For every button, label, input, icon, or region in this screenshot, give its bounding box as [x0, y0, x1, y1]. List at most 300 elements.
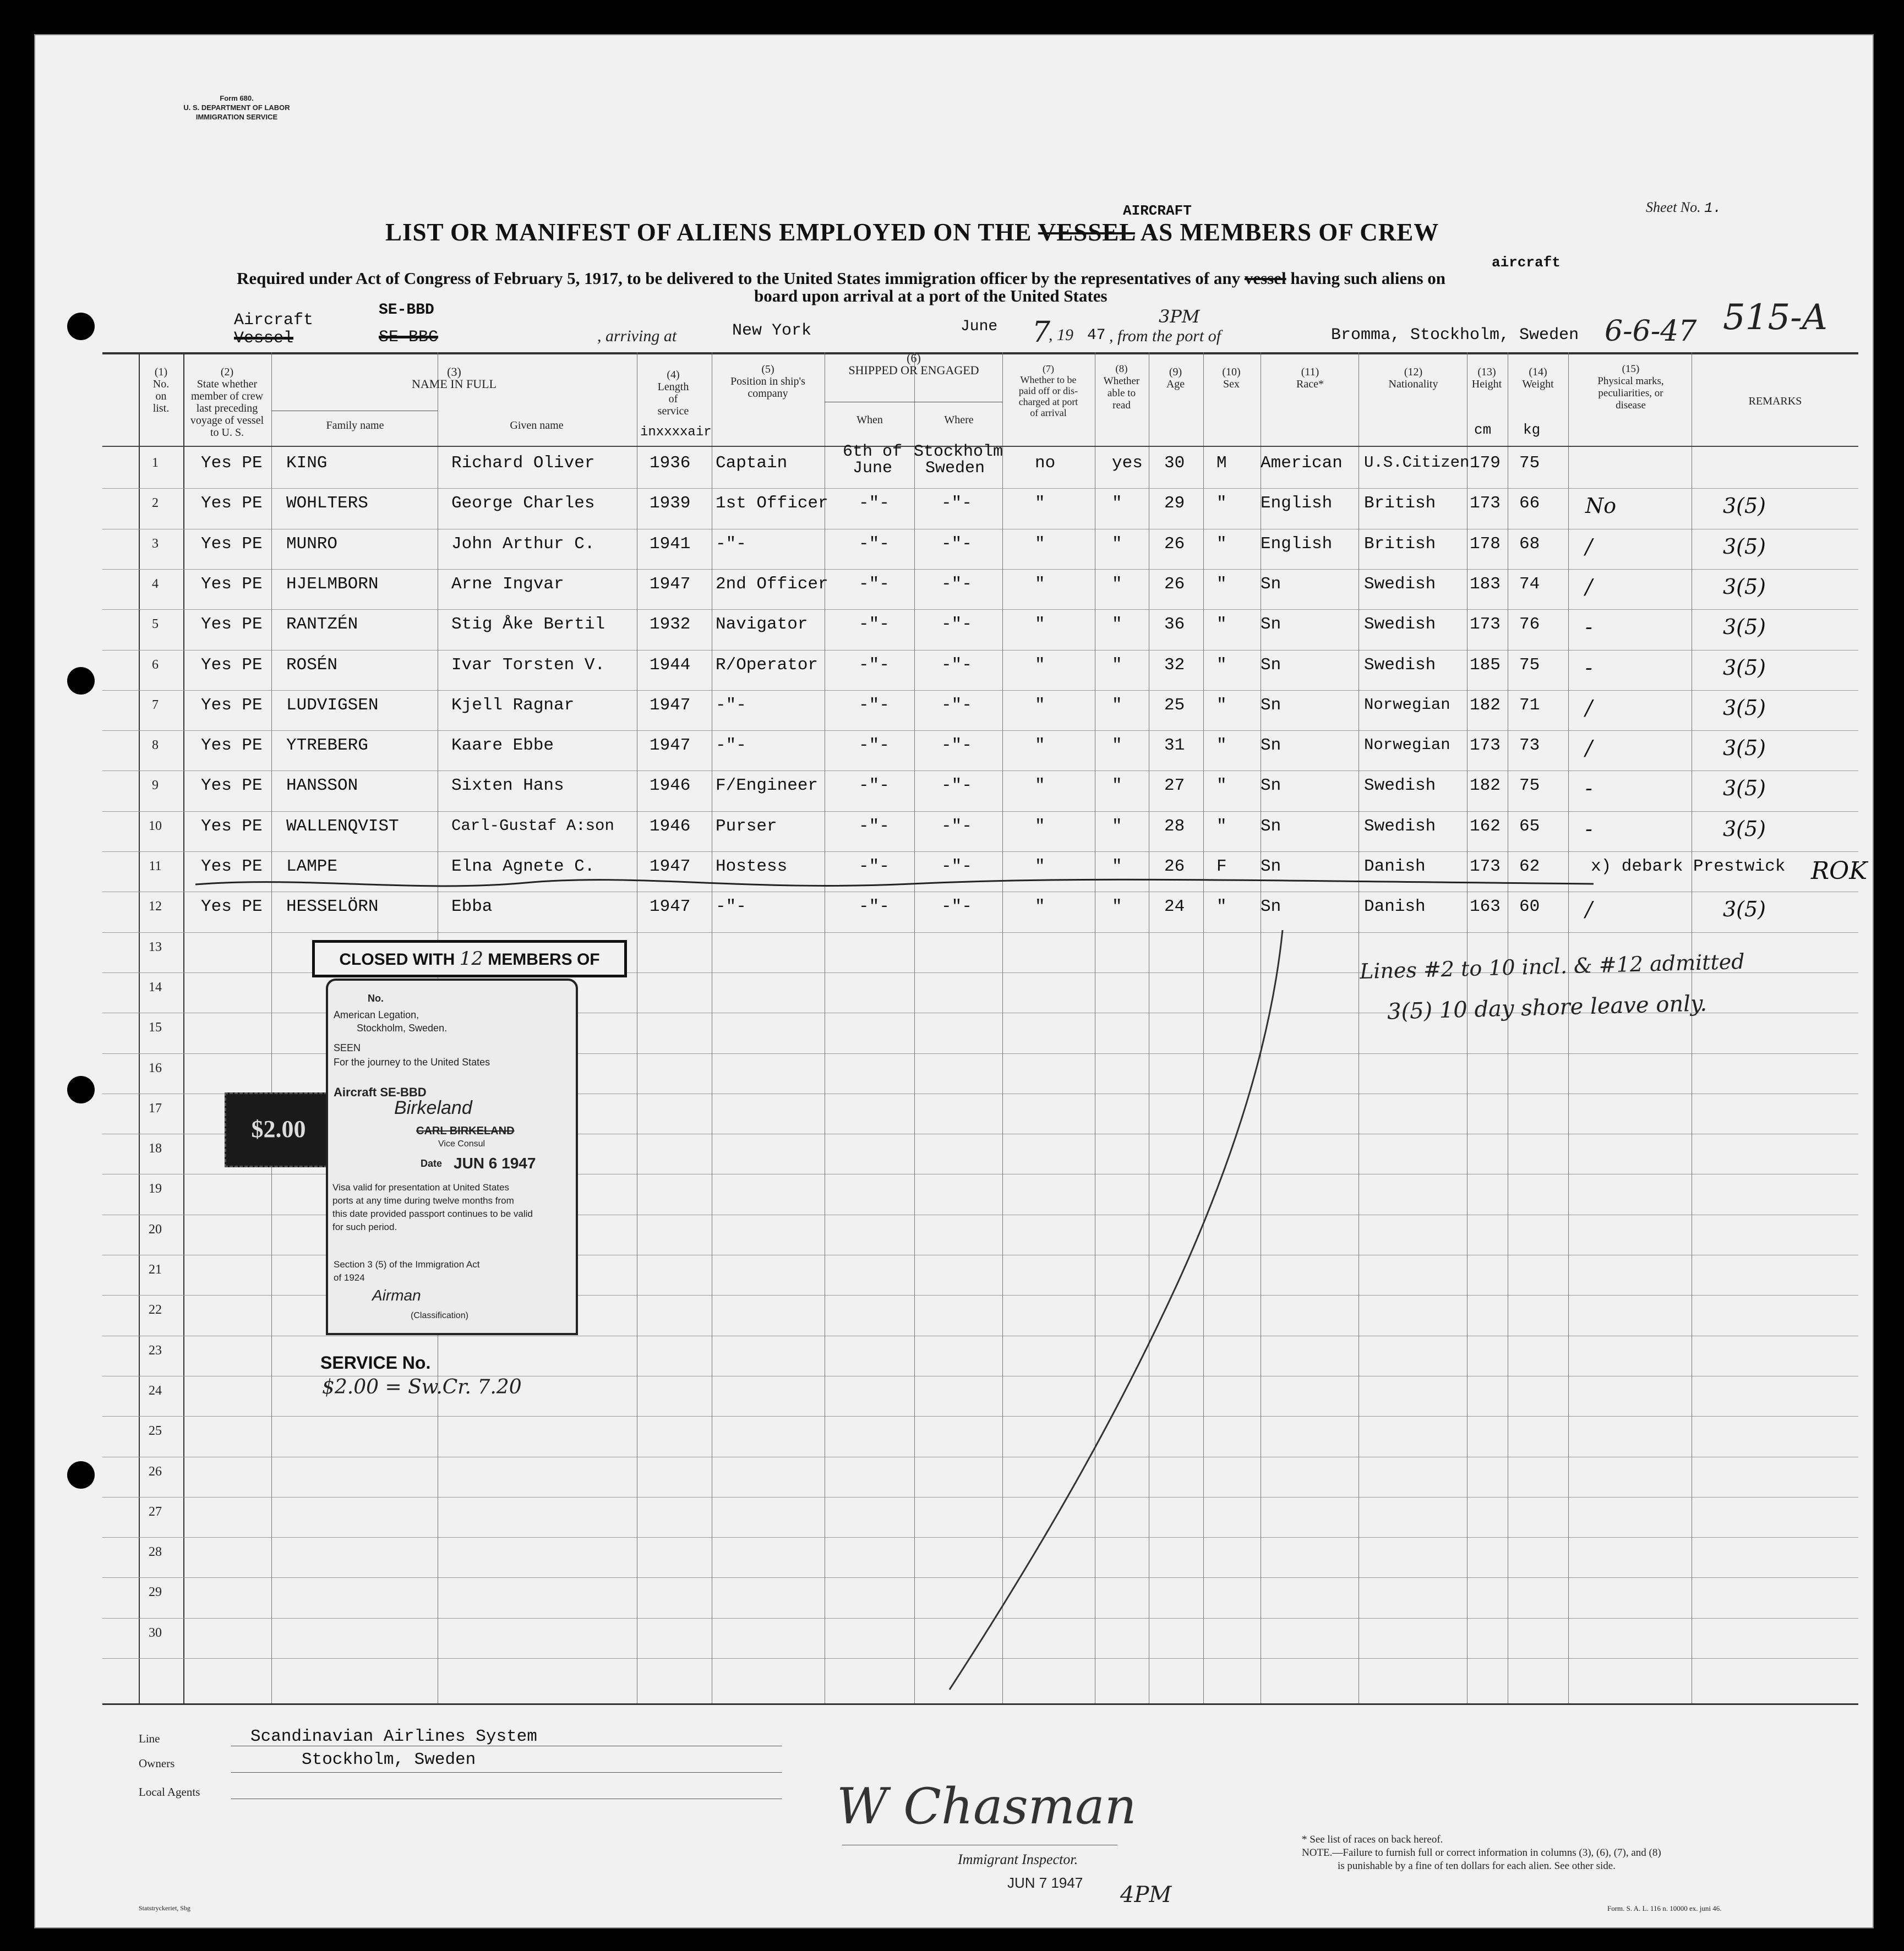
length-of-service-cell: 1941: [650, 534, 691, 554]
nationality-cell: Swedish: [1364, 776, 1436, 796]
given-name-cell: Carl-Gustaf A:son: [451, 816, 614, 835]
height-cell: 163: [1470, 897, 1501, 917]
able-to-read-cell: ": [1112, 736, 1122, 756]
sex-cell: ": [1216, 736, 1227, 756]
sex-cell: ": [1216, 695, 1227, 715]
shipped-when-cell: -"-: [859, 897, 890, 917]
family-name-cell: YTREBERG: [286, 736, 368, 756]
arrival-year: 47: [1087, 327, 1106, 344]
height-cell: 178: [1470, 534, 1501, 554]
race-cell: Sn: [1261, 857, 1281, 876]
empty-row-number: 17: [149, 1101, 162, 1116]
penalty-note-line1: NOTE.—Failure to furnish full or correct information in columns (3), (6), (7), and (8): [1302, 1847, 1661, 1859]
physical-marks-cell: -: [1585, 655, 1592, 680]
remarks-cell: 3(5): [1723, 574, 1766, 599]
visa-vessel: Aircraft SE-BBD: [334, 1085, 427, 1099]
col-header-read: (8) Whether able to read: [1103, 363, 1140, 411]
physical-marks-cell: /: [1585, 897, 1592, 922]
visa-stamp: [326, 979, 578, 1335]
age-cell: 29: [1164, 494, 1185, 513]
paid-off-cell: ": [1035, 574, 1045, 594]
empty-row-number: 26: [149, 1464, 162, 1479]
remarks-cell: 3(5): [1723, 494, 1766, 518]
sex-cell: ": [1216, 897, 1227, 917]
visa-officer-title: Vice Consul: [438, 1139, 485, 1149]
nationality-cell: Danish: [1364, 897, 1426, 917]
age-cell: 25: [1164, 695, 1185, 715]
sex-cell: M: [1216, 453, 1227, 473]
col-header-remarks: REMARKS: [1748, 395, 1802, 407]
row-number-cell: 4: [152, 576, 159, 591]
registration-struck: SE-BBC: [379, 328, 439, 347]
sex-cell: ": [1216, 776, 1227, 796]
empty-row-number: 22: [149, 1303, 162, 1318]
empty-row-number: 30: [149, 1625, 162, 1640]
row-number-cell: 12: [149, 899, 162, 914]
race-footnote: * See list of races on back hereof.: [1302, 1834, 1443, 1845]
previous-voyage-cell: Yes PE: [201, 534, 263, 554]
race-cell: English: [1261, 534, 1333, 554]
weight-cell: 75: [1519, 655, 1540, 675]
nationality-cell: Swedish: [1364, 574, 1436, 594]
position-cell: Captain: [716, 453, 788, 473]
col-header-sex: (10) Sex: [1222, 366, 1241, 390]
physical-marks-cell: -: [1585, 615, 1592, 640]
form-service: IMMIGRATION SERVICE: [195, 113, 278, 121]
previous-voyage-cell: Yes PE: [201, 816, 263, 836]
given-name-cell: Richard Oliver: [451, 453, 595, 473]
family-name-cell: WOHLTERS: [286, 494, 368, 513]
family-name-cell: RANTZÉN: [286, 615, 358, 635]
arriving-label: , arriving at: [597, 327, 677, 345]
remarks-cell: 3(5): [1723, 816, 1766, 841]
position-cell: 2nd Officer: [716, 574, 828, 594]
length-of-service-cell: 1947: [650, 897, 691, 917]
sheet-value: 1.: [1704, 200, 1722, 216]
age-cell: 26: [1164, 857, 1185, 876]
shipped-where-cell: -"-: [941, 776, 972, 796]
position-cell: -"-: [716, 534, 746, 554]
age-cell: 24: [1164, 897, 1185, 917]
revenue-stamp-value: $2.00: [251, 1116, 306, 1143]
owners-value: Stockholm, Sweden: [302, 1750, 476, 1769]
punch-hole: [67, 1461, 95, 1489]
paid-off-cell: ": [1035, 736, 1045, 756]
given-name-cell: Ivar Torsten V.: [451, 655, 605, 675]
given-name-cell: Elna Agnete C.: [451, 857, 595, 876]
empty-row-number: 25: [149, 1424, 162, 1439]
previous-voyage-cell: Yes PE: [201, 776, 263, 796]
visa-no-label: No.: [368, 993, 384, 1004]
height-cell: 162: [1470, 816, 1501, 836]
remarks-cell: ROK: [1811, 857, 1868, 885]
shipped-when-cell: -"-: [859, 857, 890, 876]
visa-valid-line1: Visa valid for presentation at United States: [332, 1182, 509, 1193]
col-header-no: (1) No. on list.: [152, 366, 170, 414]
remarks-cell: 3(5): [1723, 695, 1766, 720]
remarks-cell: 3(5): [1723, 776, 1766, 801]
row-number-cell: 1: [152, 456, 159, 470]
nationality-cell: U.S.Citizen: [1364, 453, 1470, 472]
shipped-where-cell: -"-: [941, 655, 972, 675]
paid-off-cell: ": [1035, 695, 1045, 715]
visa-officer: CARL BIRKELAND: [416, 1125, 515, 1137]
inspector-date-stamp: JUN 7 1947: [1007, 1875, 1083, 1891]
title-struck: VESSEL: [1038, 218, 1135, 246]
from-port-label: , from the port of: [1109, 327, 1221, 345]
previous-voyage-cell: Yes PE: [201, 615, 263, 635]
visa-date-label: Date: [421, 1158, 443, 1169]
given-name-cell: Kjell Ragnar: [451, 695, 575, 715]
position-cell: -"-: [716, 695, 746, 715]
family-name-cell: MUNRO: [286, 534, 338, 554]
visa-legation: American Legation,: [334, 1009, 419, 1020]
service-label: SERVICE No.: [320, 1353, 431, 1373]
able-to-read-cell: yes: [1112, 453, 1143, 473]
nationality-cell: Swedish: [1364, 816, 1436, 836]
race-cell: English: [1261, 494, 1333, 513]
physical-marks-cell: /: [1585, 534, 1592, 559]
position-cell: F/Engineer: [716, 776, 819, 796]
race-cell: Sn: [1261, 615, 1281, 635]
family-name-cell: HJELMBORN: [286, 574, 379, 594]
physical-marks-cell: /: [1585, 736, 1592, 761]
title-part1: LIST OR MANIFEST OF ALIENS EMPLOYED ON THE: [385, 218, 1032, 246]
height-cell: 183: [1470, 574, 1501, 594]
paid-off-cell: ": [1035, 897, 1045, 917]
weight-cell: 60: [1519, 897, 1540, 917]
able-to-read-cell: ": [1112, 695, 1122, 715]
family-name-cell: KING: [286, 453, 328, 473]
empty-row-number: 23: [149, 1343, 162, 1358]
empty-row-number: 16: [149, 1061, 162, 1075]
year-prefix: , 19: [1049, 326, 1073, 344]
admitted-note-line2: 3(5) 10 day shore leave only.: [1387, 991, 1707, 1025]
table-column-divider: [183, 352, 184, 1703]
subtitle-inserted: aircraft: [1492, 254, 1561, 271]
shipped-where-cell: -"-: [941, 897, 972, 917]
shipped-when-cell: -"-: [859, 695, 890, 715]
shipped-where-cell: Stockholm Sweden: [914, 442, 1003, 478]
able-to-read-cell: ": [1112, 655, 1122, 675]
previous-voyage-cell: Yes PE: [201, 857, 263, 876]
position-cell: Purser: [716, 816, 777, 836]
height-unit: cm: [1474, 422, 1492, 438]
nationality-cell: British: [1364, 494, 1436, 513]
closed-suffix: MEMBERS OF: [488, 950, 600, 969]
col-header-where: Where: [944, 414, 974, 426]
shipped-when-cell: -"-: [859, 494, 890, 513]
footer-rule: [102, 1703, 1858, 1705]
owners-underline: [231, 1772, 782, 1773]
length-of-service-cell: 1944: [650, 655, 691, 675]
family-name-cell: WALLENQVIST: [286, 816, 399, 836]
empty-row-number: 27: [149, 1504, 162, 1519]
height-cell: 182: [1470, 695, 1501, 715]
weight-cell: 62: [1519, 857, 1540, 876]
shipped-where-cell: -"-: [941, 574, 972, 594]
empty-row-number: 13: [149, 939, 162, 954]
age-cell: 28: [1164, 816, 1185, 836]
visa-date: JUN 6 1947: [454, 1155, 536, 1172]
paid-off-cell: ": [1035, 494, 1045, 513]
table-column-divider: [1568, 352, 1569, 1703]
arriving-port: New York: [732, 321, 812, 340]
table-row-rule: [102, 811, 1858, 812]
position-cell: Hostess: [716, 857, 788, 876]
row-11-strike-line: [195, 876, 1594, 893]
nationality-cell: Swedish: [1364, 615, 1436, 635]
page-title: [385, 218, 1439, 247]
sex-cell: ": [1216, 534, 1227, 554]
col-header-nationality: (12) Nationality: [1388, 366, 1438, 390]
sex-cell: ": [1216, 655, 1227, 675]
inspector-signature: W Chasman: [837, 1778, 1137, 1835]
shipped-when-cell: -"-: [859, 776, 890, 796]
title-inserted: AIRCRAFT: [1123, 203, 1192, 219]
shipped-when-cell: -"-: [859, 736, 890, 756]
col-header-when: When: [856, 414, 883, 426]
shipped-when-cell: 6th of June: [842, 442, 903, 478]
remarks-cell: 3(5): [1723, 897, 1766, 922]
weight-cell: 76: [1519, 615, 1540, 635]
table-row-rule: [102, 569, 1858, 570]
weight-cell: 75: [1519, 776, 1540, 796]
shipped-where-cell: -"-: [941, 615, 972, 635]
visa-signature: Birkeland: [394, 1097, 472, 1118]
previous-voyage-cell: Yes PE: [201, 494, 263, 513]
service-number: [320, 1353, 430, 1373]
punch-hole: [67, 1076, 95, 1103]
empty-row-number: 20: [149, 1222, 162, 1237]
sheet-number: [1646, 199, 1721, 216]
previous-voyage-cell: Yes PE: [201, 695, 263, 715]
line-value: Scandinavian Airlines System: [250, 1727, 537, 1746]
nationality-cell: British: [1364, 534, 1436, 554]
arrival-month: June: [961, 318, 998, 335]
table-row-rule: [102, 650, 1858, 651]
visa-classification: (Classification): [411, 1311, 468, 1320]
previous-voyage-cell: Yes PE: [201, 897, 263, 917]
file-note: 515-A: [1723, 297, 1827, 338]
length-of-service-cell: 1947: [650, 695, 691, 715]
col-header-length-service: (4) Length of service: [657, 369, 689, 417]
race-cell: Sn: [1261, 736, 1281, 756]
closed-with-stamp: [312, 940, 627, 977]
weight-cell: 68: [1519, 534, 1540, 554]
shipped-where-cell: -"-: [941, 736, 972, 756]
length-of-service-cell: 1946: [650, 776, 691, 796]
col-header-previous-voyage: (2) State whether member of crew last preceding voyage of vessel to U. S.: [190, 366, 264, 439]
length-of-service-cell: 1947: [650, 574, 691, 594]
previous-voyage-cell: Yes PE: [201, 736, 263, 756]
paid-off-cell: ": [1035, 857, 1045, 876]
previous-voyage-cell: Yes PE: [201, 453, 263, 473]
age-cell: 27: [1164, 776, 1185, 796]
nationality-cell: Norwegian: [1364, 736, 1450, 755]
sex-cell: F: [1216, 857, 1227, 876]
departure-port: Bromma, Stockholm, Sweden: [1331, 326, 1579, 345]
arrival-day: 7: [1032, 316, 1051, 349]
empty-row-number: 19: [149, 1182, 162, 1196]
col-header-family-name: Family name: [326, 419, 384, 431]
weight-cell: 75: [1519, 453, 1540, 473]
row-number-cell: 6: [152, 657, 159, 672]
paid-off-cell: ": [1035, 534, 1045, 554]
visa-valid-line4: for such period.: [332, 1222, 397, 1232]
paid-off-cell: ": [1035, 816, 1045, 836]
able-to-read-cell: ": [1112, 574, 1122, 594]
row-number-cell: 5: [152, 617, 159, 632]
paid-off-cell: ": [1035, 655, 1045, 675]
nationality-cell: Danish: [1364, 857, 1426, 876]
empty-row-number: 14: [149, 980, 162, 994]
visa-valid-line2: ports at any time during twelve months from: [332, 1195, 514, 1206]
visa-section: Section 3 (5) of the Immigration Act: [334, 1259, 480, 1270]
race-cell: Sn: [1261, 897, 1281, 917]
physical-marks-cell: /: [1585, 574, 1592, 599]
weight-cell: 71: [1519, 695, 1540, 715]
length-of-service-cell: 1946: [650, 816, 691, 836]
remarks-cell: 3(5): [1723, 615, 1766, 640]
position-cell: 1st Officer: [716, 494, 828, 513]
empty-row-number: 15: [149, 1020, 162, 1035]
col-header-physical-marks: (15) Physical marks, peculiarities, or disease: [1597, 363, 1664, 411]
age-cell: 26: [1164, 574, 1185, 594]
given-name-cell: Kaare Ebbe: [451, 736, 554, 756]
family-name-cell: HANSSON: [286, 776, 358, 796]
length-of-service-cell: 1939: [650, 494, 691, 513]
empty-row-number: 29: [149, 1585, 162, 1600]
row-number-cell: 3: [152, 536, 159, 551]
row-number-cell: 7: [152, 697, 159, 712]
position-cell: -"-: [716, 897, 746, 917]
length-of-service-cell: 1936: [650, 453, 691, 473]
age-cell: 26: [1164, 534, 1185, 554]
remarks-cell: 3(5): [1723, 534, 1766, 559]
race-cell: Sn: [1261, 816, 1281, 836]
given-name-cell: Stig Åke Bertil: [451, 615, 605, 635]
agents-label: Local Agents: [139, 1785, 200, 1799]
able-to-read-cell: ": [1112, 494, 1122, 513]
given-name-cell: Sixten Hans: [451, 776, 564, 796]
col-header-position: (5) Position in ship's company: [730, 363, 805, 400]
row-number-cell: 9: [152, 778, 159, 793]
row-number-cell: 2: [152, 496, 159, 511]
given-name-cell: John Arthur C.: [451, 534, 595, 554]
able-to-read-cell: ": [1112, 776, 1122, 796]
col-header-given-name: Given name: [510, 419, 564, 431]
admitted-note-line1: Lines #2 to 10 incl. & #12 admitted: [1359, 949, 1745, 984]
given-name-cell: Ebba: [451, 897, 493, 917]
given-name-cell: George Charles: [451, 494, 595, 513]
race-cell: American: [1261, 453, 1343, 473]
time-note: 3PM: [1159, 306, 1200, 327]
row-number-cell: 8: [152, 738, 159, 753]
weight-cell: 66: [1519, 494, 1540, 513]
paid-off-cell: ": [1035, 615, 1045, 635]
physical-marks-cell: /: [1585, 695, 1592, 720]
shipped-when-cell: -"-: [859, 615, 890, 635]
col-header-race: (11) Race*: [1296, 366, 1324, 390]
punch-hole: [67, 667, 95, 695]
height-cell: 185: [1470, 655, 1501, 675]
shipped-where-cell: -"-: [941, 534, 972, 554]
family-name-cell: LAMPE: [286, 857, 338, 876]
revenue-stamp: [225, 1092, 332, 1167]
age-cell: 30: [1164, 453, 1185, 473]
nationality-cell: Swedish: [1364, 655, 1436, 675]
height-cell: 173: [1470, 857, 1501, 876]
race-cell: Sn: [1261, 574, 1281, 594]
vessel-struck: Vessel: [234, 329, 294, 348]
form-info: [143, 94, 330, 122]
shipped-where-cell: -"-: [941, 695, 972, 715]
given-name-cell: Arne Ingvar: [451, 574, 564, 594]
penalty-note-line2: is punishable by a fine of ten dollars for each alien. See other side.: [1338, 1860, 1616, 1872]
weight-cell: 73: [1519, 736, 1540, 756]
paid-off-cell: ": [1035, 776, 1045, 796]
registration-inserted: SE-BBD: [379, 302, 434, 319]
visa-city: Stockholm, Sweden.: [357, 1023, 448, 1034]
inspector-label: Immigrant Inspector.: [958, 1851, 1078, 1867]
age-cell: 32: [1164, 655, 1185, 675]
vessel-inserted: Aircraft: [234, 311, 314, 330]
table-row-rule: [102, 770, 1858, 771]
weight-cell: 74: [1519, 574, 1540, 594]
col-header-weight: (14) Weight: [1522, 366, 1554, 390]
nationality-cell: Norwegian: [1364, 695, 1450, 714]
position-cell: R/Operator: [716, 655, 819, 675]
owners-label: Owners: [139, 1757, 175, 1770]
subtitle-line2: board upon arrival at a port of the United States: [754, 286, 1108, 305]
table-row-rule: [102, 690, 1858, 691]
empty-row-number: 21: [149, 1263, 162, 1277]
able-to-read-cell: ": [1112, 857, 1122, 876]
visa-valid-line3: this date provided passport continues to be valid: [332, 1209, 533, 1219]
form-dept: U. S. DEPARTMENT OF LABOR: [183, 103, 290, 112]
table-column-divider: [914, 352, 915, 1703]
physical-marks-cell: x) debark Prestwick: [1591, 857, 1786, 876]
row-number-cell: 10: [149, 818, 162, 833]
shipped-where-cell: -"-: [941, 857, 972, 876]
age-cell: 31: [1164, 736, 1185, 756]
family-name-cell: LUDVIGSEN: [286, 695, 379, 715]
subtitle-line1: [237, 269, 1445, 288]
sheet-label: Sheet No.: [1646, 199, 1701, 215]
closed-count: 12: [459, 948, 483, 970]
able-to-read-cell: ": [1112, 897, 1122, 917]
remarks-cell: 3(5): [1723, 736, 1766, 761]
shipped-when-cell: -"-: [859, 816, 890, 836]
subtitle-text-a: Required under Act of Congress of February 5, 1917, to be delivered to the United States immigration officer by the representatives of any: [237, 269, 1241, 288]
paid-off-cell: no: [1035, 453, 1056, 473]
shipped-when-cell: -"-: [859, 534, 890, 554]
diagonal-pen-line: [936, 930, 1288, 1701]
family-name-cell: HESSELÖRN: [286, 897, 379, 917]
shipped-when-cell: -"-: [859, 655, 890, 675]
visa-act-year: of 1924: [334, 1272, 365, 1283]
height-cell: 173: [1470, 494, 1501, 513]
title-part2: AS MEMBERS OF CREW: [1140, 218, 1439, 246]
weight-cell: 65: [1519, 816, 1540, 836]
length-of-service-cell: 1947: [650, 857, 691, 876]
height-cell: 179: [1470, 453, 1501, 473]
table-column-divider: [271, 352, 272, 1703]
shipped-where-cell: -"-: [941, 816, 972, 836]
sex-cell: ": [1216, 816, 1227, 836]
empty-row-number: 28: [149, 1545, 162, 1560]
